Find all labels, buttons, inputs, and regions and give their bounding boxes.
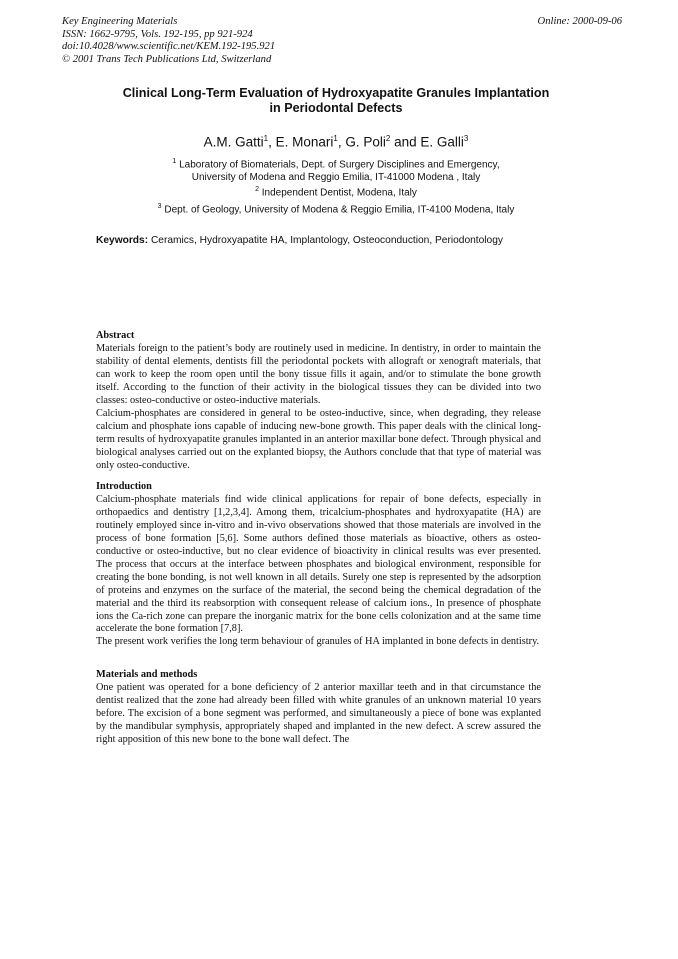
abstract-section <box>96 330 541 472</box>
affiliation-2 <box>60 183 612 199</box>
section-heading: Abstract <box>96 330 135 341</box>
keywords <box>96 234 616 247</box>
affiliation-line: University of Modena and Reggio Emilia, IT-41000 Modena , Italy <box>191 172 481 184</box>
keywords-label: Keywords: <box>96 235 149 246</box>
paragraph: The present work verifies the long term behaviour of granules of HA implanted in bone defects in dentistry. <box>96 636 540 648</box>
author-separator: , <box>337 134 346 150</box>
author-name: G. Poli <box>345 134 386 150</box>
affiliation-line: Independent Dentist, Modena, Italy <box>261 187 417 199</box>
paragraph: Materials foreign to the patient’s body are routinely used in medicine. In dentistry, in order to maintain the stability of dental elements, dentists fill the periodontal pockets with allograft or xenograft materials, that can work to keep the room open until the bony tissue fills it again, and/or to stimulate the bone growth itself. According to the function of their activity in the biological tissues they can be divided into two classes: osteo-conductive or osteo-inductive materials. <box>96 342 541 406</box>
author-affiliation-mark: 1 <box>333 134 338 143</box>
title-line-2: in Periodontal Defects <box>269 101 403 115</box>
author-affiliation-mark: 3 <box>463 134 469 143</box>
introduction-section <box>96 481 541 649</box>
doi-line: doi:10.4028/www.scientific.net/KEM.192-195.921 <box>62 41 276 52</box>
section-heading: Materials and methods <box>96 669 198 680</box>
online-date: Online: 2000-09-06 <box>537 16 622 27</box>
journal-name: Key Engineering Materials <box>62 16 178 27</box>
paragraph: Calcium-phosphate materials find wide clinical applications for repair of bone defects, especially in orthopaedics and dentistry [1,2,3,4]. Among them, tricalcium-phosphates and hydroxyapatite (HA) are routinely employed since in-vitro and in-vivo observations showed that those materials are involved in the process of bone formation [5,6]. Some authors defined those materials as bioactive, others as osteo-conductive or osteo-inductive, but no clear evidence of bioactivity in clinical results was ever presented. The process that occurs at the interface between phosphates and biological environment, responsible for creating the bone bonding, is not well known in all details. Surely one step is represented by the adsorption of proteins and enzymes on the surface of the material, the second being the chemical degradation of the material and the third its reabsorption with consequent release of calcium ions., In presence of phosphate ions the Ca-rich zone can prepare the inorganic matrix for the bone cells colonization and at the same time accelerate the bone formation [7,8]. <box>96 493 541 635</box>
affiliation-mark: 1 <box>172 158 177 165</box>
affiliation-line: Laboratory of Biomaterials, Dept. of Surgery Disciplines and Emergency, <box>179 159 500 171</box>
author-affiliation-mark: 2 <box>385 134 391 143</box>
author-separator: and <box>390 134 421 150</box>
methods-section <box>96 669 541 747</box>
paper-title <box>60 86 612 116</box>
copyright-line: © 2001 Trans Tech Publications Ltd, Switzerland <box>62 53 272 65</box>
affiliation-3 <box>60 200 612 216</box>
affiliation-1 <box>60 155 612 184</box>
author-list <box>60 131 612 151</box>
journal-header <box>62 16 622 66</box>
affiliation-mark: 2 <box>255 186 259 193</box>
issn-line: ISSN: 1662-9795, Vols. 192-195, pp 921-924 <box>62 28 253 40</box>
title-line-1: Clinical Long-Term Evaluation of Hydroxyapatite Granules Implantation <box>122 86 550 100</box>
author-name: A.M. Gatti <box>203 134 264 150</box>
paragraph: Calcium-phosphates are considered in general to be osteo-inductive, since, when degrading, they release calcium and phosphate ions capable of inducing new-bone growth. This paper deals with the clinical long-term results of hydroxyapatite granules implanted in an anterior maxillar bone defect. Through physical and biological analyses carried out on the explanted biopsy, the Authors conclude that that type of material was only osteo-conductive. <box>96 407 541 471</box>
keywords-text: Ceramics, Hydroxyapatite HA, Implantology, Osteoconduction, Periodontology <box>150 235 503 246</box>
section-heading: Introduction <box>96 481 152 492</box>
author-affiliation-mark: 1 <box>263 134 269 143</box>
author-separator: , <box>268 134 276 150</box>
author-name: E. Galli <box>420 134 464 150</box>
author-name: E. Monari <box>275 134 334 150</box>
paragraph: One patient was operated for a bone deficiency of 2 anterior maxillar teeth and in that circumstance the dentist realized that the zone had already been filled with white granules of an unknown material 10 years before. The excision of a bone segment was performed, and simultaneously a piece of bone was explanted by the mandibular symphysis, appropriately shaped and implanted in the new defect. A screw assured the right apposition of this new bone to the bone wall defect. The <box>96 681 541 745</box>
affiliation-mark: 3 <box>157 203 162 210</box>
affiliation-line: Dept. of Geology, University of Modena & Reggio Emilia, IT-4100 Modena, Italy <box>164 204 515 216</box>
